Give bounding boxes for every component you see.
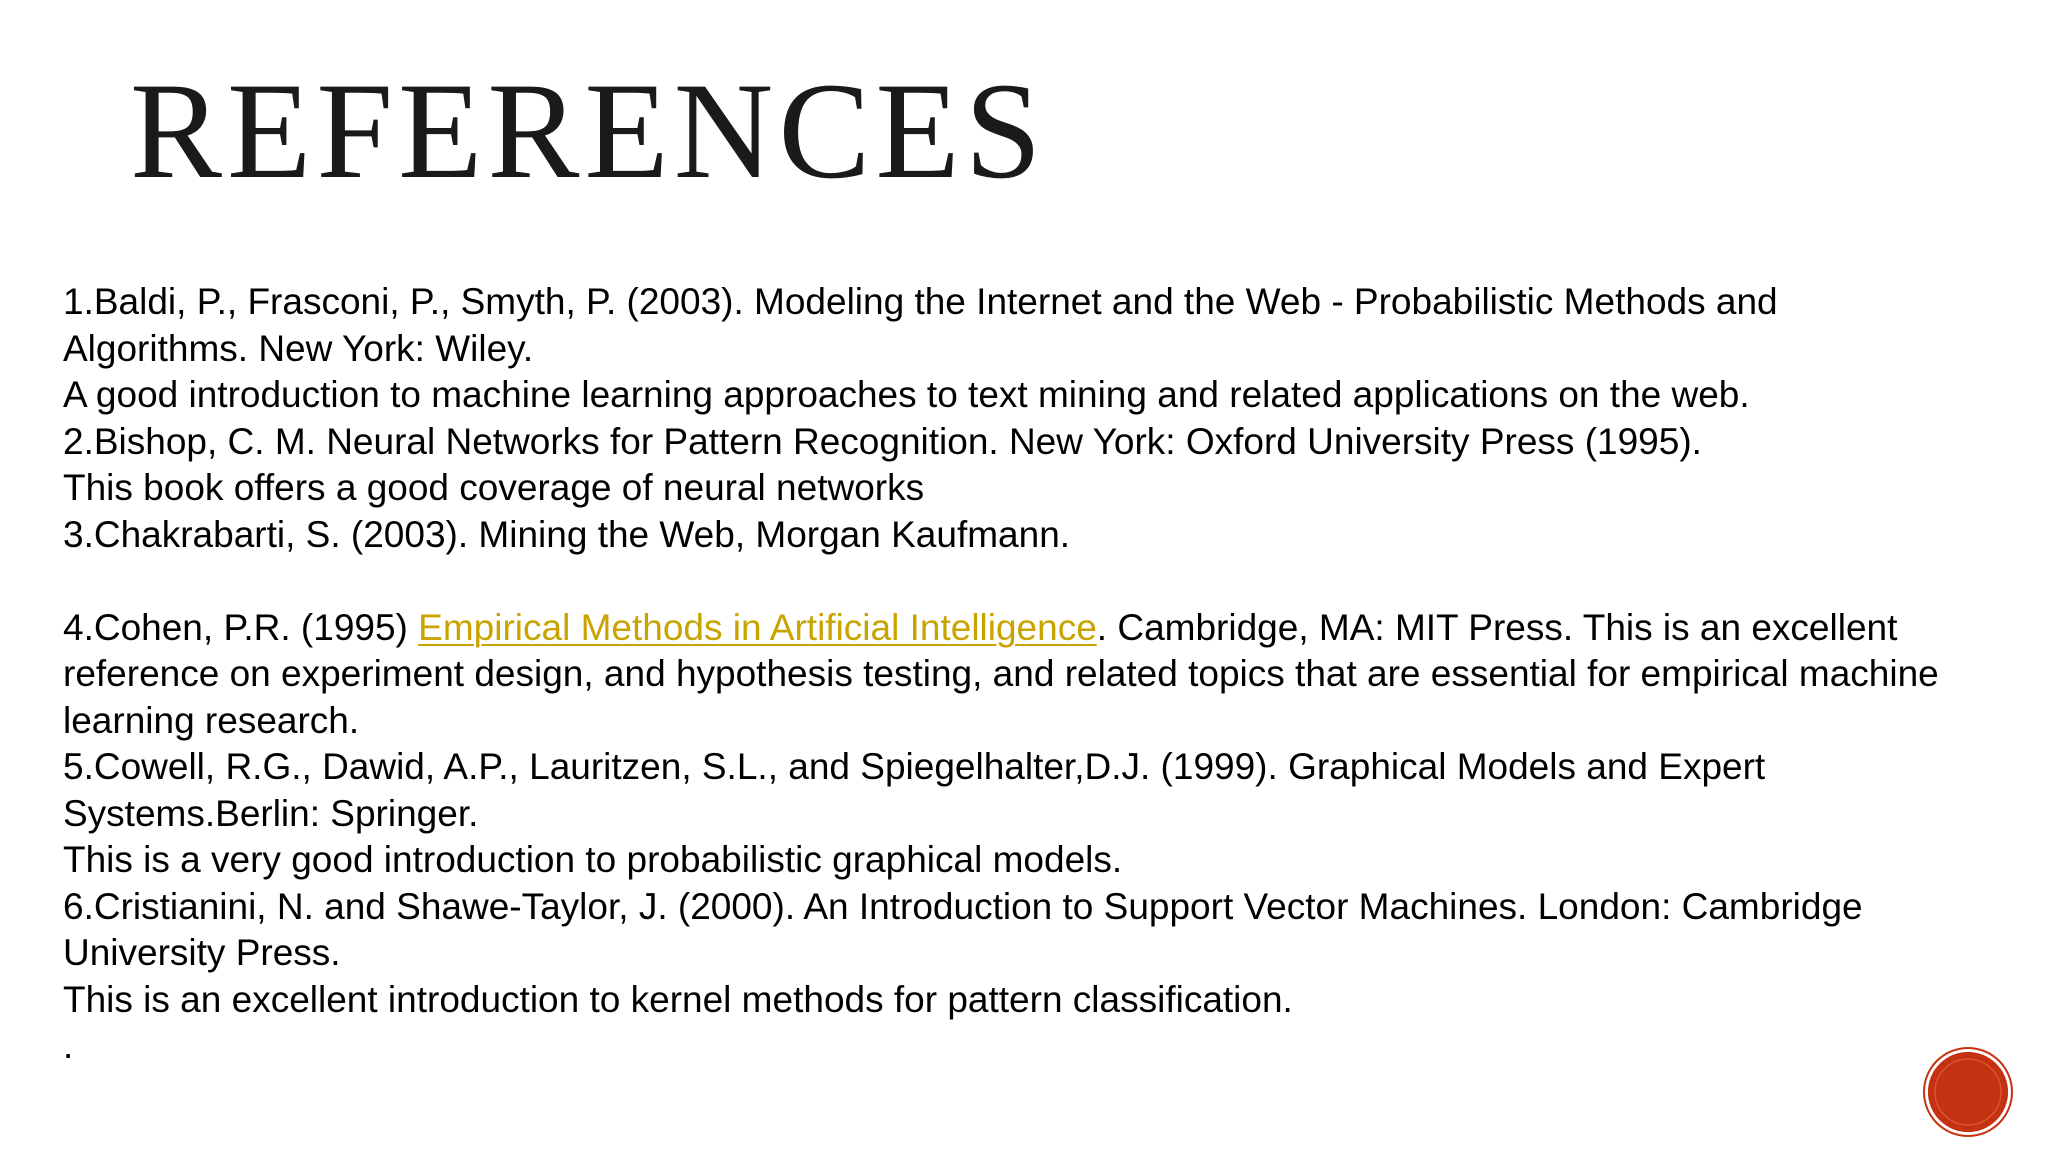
circle-nav-button[interactable] [1928,1052,2008,1132]
slide-title: REFERENCES [130,54,1047,207]
reference-note: This is an excellent introduction to kernel methods for pattern classification. [63,978,1293,1020]
reference-line: . [63,1025,74,1066]
reference-line: 6.Cristianini, N. and Shawe-Taylor, J. (2000). An Introduction to Support Vector Machines. London: Cambridge [63,885,1863,927]
reference-line-cohen [63,605,2038,652]
reference-line: Algorithms. New York: Wiley. [63,327,534,369]
reference-note: A good introduction to machine learning approaches to text mining and related applications on the web. [63,374,1750,415]
circle-nav-icon [1928,1052,2008,1132]
references-body [63,279,2038,1070]
reference-line: 1.Baldi, P., Frasconi, P., Smyth, P. (2003). Modeling the Internet and the Web - Probabilistic Methods and [63,281,1778,322]
reference-line: University Press. [63,932,341,973]
reference-text: . Cambridge, MA: MIT Press. This is an excellent [1096,606,1898,648]
reference-note: This is a very good introduction to probabilistic graphical models. [63,839,1123,880]
blank-line [63,558,2038,605]
reference-note: This book offers a good coverage of neural networks [63,467,925,508]
reference-line: 5.Cowell, R.G., Dawid, A.P., Lauritzen, S.L., and Spiegelhalter,D.J. (1999). Graphical Models and Expert [63,746,1766,787]
reference-text: 4.Cohen, P.R. (1995) [63,606,419,648]
reference-line: 2.Bishop, C. M. Neural Networks for Pattern Recognition. New York: Oxford University Press (1995). [63,420,1702,462]
reference-line: 3.Chakrabarti, S. (2003). Mining the Web, Morgan Kaufmann. [63,513,1071,555]
empirical-methods-link[interactable]: Empirical Methods in Artificial Intelligence [418,606,1097,648]
reference-line: Systems.Berlin: Springer. [63,792,479,834]
reference-line: learning research. [63,699,360,741]
reference-line: reference on experiment design, and hypothesis testing, and related topics that are essential for empirical machine [63,653,1939,694]
